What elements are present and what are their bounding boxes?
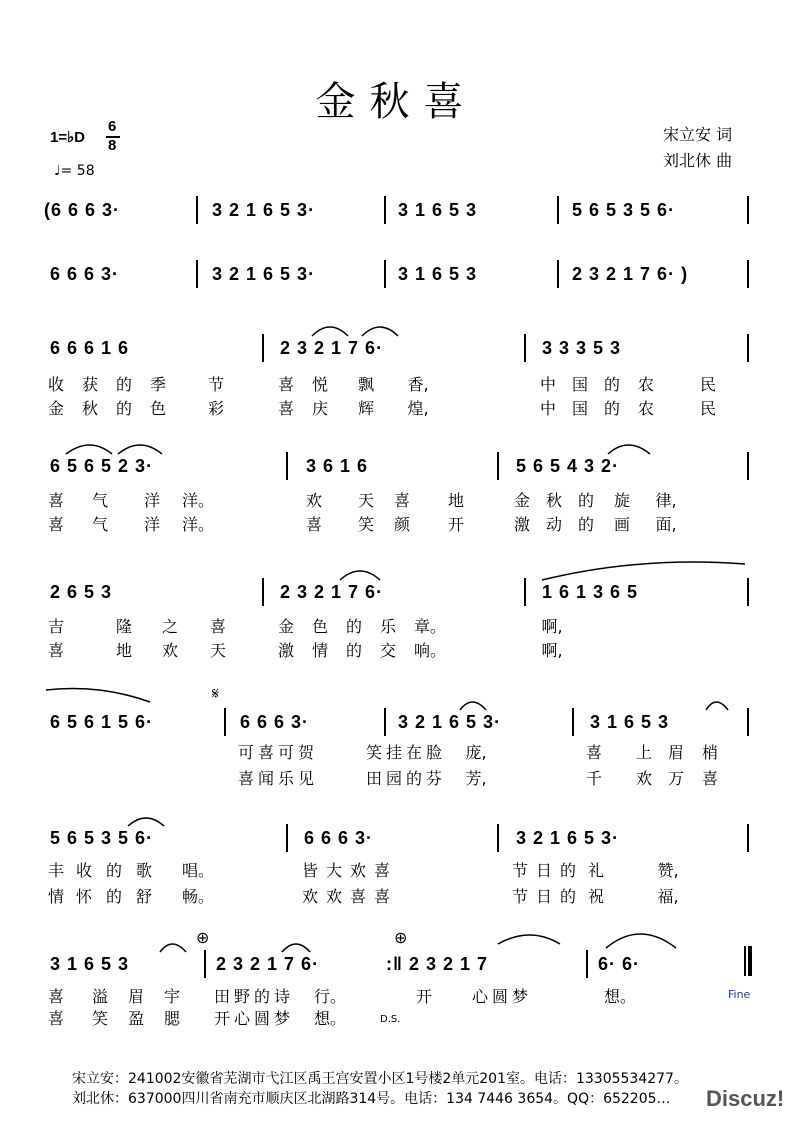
lyric-char: 上 (635, 743, 652, 762)
lyric-char: 吉 (47, 617, 64, 636)
bar-line (747, 260, 749, 288)
lyric-char: 喜 (701, 769, 718, 788)
lyric-char: 香, (407, 375, 429, 394)
lyric-char: 洋 (143, 515, 160, 534)
measure: 6 6 6 3· (304, 828, 374, 848)
bar-line (747, 578, 749, 606)
key-signature: 1=♭D (50, 129, 86, 146)
lyric-char: 的 (105, 887, 122, 906)
lyric-char: 日 (535, 887, 552, 906)
lyric-char: 脸 (425, 743, 442, 762)
lyric-char: 的 (405, 769, 422, 788)
lyric-char: 喜 (373, 887, 390, 906)
lyric-char: 喜 (373, 861, 390, 880)
measure: (6 6 6 3· (44, 200, 121, 220)
lyric-char: 国 (571, 399, 588, 418)
lyric-char: 梢 (701, 743, 718, 762)
lyric-char: 园 (385, 769, 402, 788)
lyric-char: 乐 (277, 769, 294, 788)
bar-line (204, 950, 206, 978)
lyric-char: 想。 (313, 1009, 346, 1028)
lyric-char: 天 (357, 491, 374, 510)
lyric-char: 啊, (541, 641, 563, 660)
lyric-char: 腮 (163, 1009, 180, 1028)
lyric-char: 的 (603, 375, 620, 394)
lyric-char: 赞, (657, 861, 679, 880)
song-title: 金秋喜 (315, 79, 478, 125)
lyric-char: 喜 (393, 491, 410, 510)
lyric-char: 洋 (143, 491, 160, 510)
lyric-char: 响。 (413, 641, 446, 660)
final-bar-thick (748, 946, 752, 976)
measure: 3 2 1 6 5 3· (212, 264, 316, 284)
lyric-char: 农 (637, 399, 654, 418)
lyric-char: 气 (91, 515, 108, 534)
lyric-char: 金 (513, 491, 530, 510)
lyric-char: 田 (365, 769, 382, 788)
lyric-char: 可 (277, 743, 294, 762)
bar-line (497, 824, 499, 852)
measure: 3 3 3 5 3 (542, 338, 622, 358)
lyric-char: 千 (585, 769, 602, 788)
lyric-char: 的 (577, 515, 594, 534)
lyric-char: 农 (637, 375, 654, 394)
bar-line (384, 260, 386, 288)
measure: 3 2 1 6 5 3· (398, 712, 502, 732)
bar-line (747, 824, 749, 852)
measure: 3 1 6 5 3 (50, 954, 130, 974)
phrase-slur (128, 818, 164, 826)
measure: 6 6 6 3· (240, 712, 310, 732)
lyric-char: 中 (539, 399, 556, 418)
lyric-char: 的 (603, 399, 620, 418)
lyric-char: 喜 (277, 399, 294, 418)
lyric-char: 芬 (425, 769, 442, 788)
lyric-char: 节 (511, 861, 528, 880)
lyric-char: 闻 (257, 769, 274, 788)
lyric-char: 梦 (273, 1009, 290, 1028)
composer-credit: 刘北休 曲 (663, 151, 733, 170)
lyric-char: 欢 (325, 887, 342, 906)
lyric-char: 喜 (277, 375, 294, 394)
phrase-slur (66, 445, 112, 454)
bar-line (747, 708, 749, 736)
lyric-char: 节 (511, 887, 528, 906)
lyric-char: 笑 (357, 515, 374, 534)
lyric-char: 见 (297, 769, 314, 788)
phrase-slur (460, 702, 486, 710)
lyric-char: 啊, (541, 617, 563, 636)
lyric-char: 歌 (135, 861, 152, 880)
lyric-char: 舒 (135, 887, 152, 906)
phrase-slur (542, 562, 745, 580)
lyric-char: 怀 (75, 887, 92, 906)
coda-sign: ⊕ (394, 928, 408, 947)
measure: 3 2 1 6 5 3· (516, 828, 620, 848)
lyric-char: 旋 (613, 491, 630, 510)
measure: 1 6 1 3 6 5 (542, 582, 639, 602)
lyric-char: 皆 (301, 861, 318, 880)
lyric-char: 国 (571, 375, 588, 394)
bar-line (557, 260, 559, 288)
bar-line (572, 708, 574, 736)
lyric-char: 畅。 (181, 887, 214, 906)
bar-line (196, 196, 198, 224)
bar-line (586, 950, 588, 978)
phrase-slur (608, 445, 650, 454)
lyric-char: 的 (105, 861, 122, 880)
lyric-char: 欢 (305, 491, 322, 510)
lyric-char: 金 (47, 399, 64, 418)
measure: 6 6 6 1 6 (50, 338, 130, 358)
phrase-slur (340, 571, 380, 580)
lyric-char: 野 (233, 987, 250, 1006)
tempo-mark: ♩= 58 (54, 163, 95, 179)
lyric-char: 彩 (207, 399, 224, 418)
lyric-char: 的 (345, 617, 362, 636)
lyric-char: 喜 (47, 1009, 64, 1028)
lyric-char: 的 (115, 399, 132, 418)
lyric-char: 乐 (379, 617, 396, 636)
phrase-slur (606, 934, 676, 948)
lyric-char: 欢 (349, 861, 366, 880)
lyric-char: 欢 (301, 887, 318, 906)
lyric-char: 气 (91, 491, 108, 510)
lyric-char: 情 (47, 887, 64, 906)
lyric-char: 之 (161, 617, 178, 636)
measure: 6 5 6 1 5 6· (50, 712, 154, 732)
measure: 2 3 2 1 7 6· ) (572, 264, 689, 284)
measure: 5 6 5 4 3 2· (516, 456, 620, 476)
lyric-char: 眉 (127, 987, 144, 1006)
lyric-char: 在 (405, 743, 422, 762)
contact-line-lyricist: 宋立安：241002安徽省芜湖市弋江区禹王宫安置小区1号楼2单元201室。电话：13305534277。 (72, 1071, 688, 1087)
lyric-char: 溢 (91, 987, 108, 1006)
lyric-char: 洋。 (181, 491, 214, 510)
measure: 6· 6· (598, 954, 641, 974)
fine-mark: Fine (728, 988, 751, 1001)
lyric-char: 贺 (297, 743, 314, 762)
measure: 3 1 6 5 3 (398, 200, 478, 220)
lyric-char: 喜 (47, 515, 64, 534)
watermark: Discuz! (706, 1086, 785, 1111)
bar-line (262, 578, 264, 606)
lyric-char: 宇 (163, 987, 180, 1006)
lyric-char: 诗 (273, 987, 290, 1006)
measure: 6 6 6 3· (50, 264, 120, 284)
lyric-char: 悦 (311, 375, 328, 394)
lyric-char: 万 (667, 769, 684, 788)
lyric-char: 民 (699, 399, 716, 418)
phrase-slur (118, 445, 162, 454)
measure: 3 1 6 5 3 (398, 264, 478, 284)
bar-line (384, 196, 386, 224)
bar-line (286, 824, 288, 852)
lyric-char: 隆 (115, 617, 132, 636)
lyric-char: 辉 (357, 399, 374, 418)
lyric-char: 丰 (47, 861, 64, 880)
lyric-char: 动 (545, 515, 562, 534)
lyric-char: 日 (535, 861, 552, 880)
lyric-char: 欢 (161, 641, 178, 660)
lyric-char: 心 (233, 1009, 250, 1028)
lyric-char: 开 (447, 515, 464, 534)
lyric-char: 地 (447, 491, 464, 510)
lyric-char: 眉 (667, 743, 684, 762)
lyric-char: 圆 (253, 1009, 270, 1028)
bar-line (384, 708, 386, 736)
lyric-char: 庆 (311, 399, 328, 418)
contact-line-composer: 刘北休：637000四川省南充市顺庆区北湖路314号。电话：134 7446 3654。QQ：652205… (72, 1091, 671, 1107)
lyric-char: 笑 (365, 743, 382, 762)
bar-line (262, 334, 264, 362)
lyric-char: 煌, (407, 399, 429, 418)
lyric-char: 笑 (91, 1009, 108, 1028)
lyric-char: 心 (471, 987, 488, 1006)
bar-line (524, 578, 526, 606)
lyric-char: 喜 (237, 769, 254, 788)
time-signature-top: 6 (108, 118, 117, 135)
phrase-slur (46, 689, 150, 703)
phrase-slur (706, 702, 728, 710)
lyric-char: 色 (149, 399, 166, 418)
lyric-char: 可 (237, 743, 254, 762)
lyric-char: 收 (75, 861, 92, 880)
bar-line (747, 196, 749, 224)
time-signature-bottom: 8 (108, 137, 117, 154)
measure: 2 6 5 3 (50, 582, 113, 602)
lyric-char: 节 (207, 375, 224, 394)
lyric-char: 情 (311, 641, 328, 660)
lyric-char: 飘 (357, 375, 374, 394)
da-segno-mark: D.S. (380, 1014, 401, 1025)
lyric-char: 激 (513, 515, 530, 534)
lyric-char: 喜 (305, 515, 322, 534)
lyric-char: 章。 (413, 617, 446, 636)
measure: 2 3 2 1 7 6· (280, 582, 384, 602)
measure: 3 1 6 5 3 (590, 712, 670, 732)
lyric-char: 颜 (393, 515, 410, 534)
phrase-slur (362, 327, 398, 336)
lyric-char: 盈 (127, 1009, 144, 1028)
lyric-char: 的 (559, 861, 576, 880)
bar-line (286, 452, 288, 480)
lyric-char: 唱。 (181, 861, 214, 880)
lyric-char: 喜 (47, 491, 64, 510)
lyric-char: 欢 (635, 769, 652, 788)
bar-line (497, 452, 499, 480)
lyric-char: 的 (559, 887, 576, 906)
lyric-char: 地 (115, 641, 132, 660)
measure: 5 6 5 3 5 6· (572, 200, 676, 220)
lyric-char: 祝 (587, 887, 604, 906)
lyric-char: 获 (81, 375, 98, 394)
lyric-char: 喜 (47, 987, 64, 1006)
lyric-char: 喜 (585, 743, 602, 762)
lyric-char: 喜 (257, 743, 274, 762)
lyric-char: 梦 (511, 987, 528, 1006)
lyric-char: 芳, (465, 769, 487, 788)
coda-sign: ⊕ (196, 928, 210, 947)
bar-line (747, 334, 749, 362)
lyric-char: 的 (253, 987, 270, 1006)
lyric-char: 大 (325, 861, 342, 880)
bar-line (557, 196, 559, 224)
lyricist-credit: 宋立安 词 (663, 125, 733, 144)
final-bar-thin (744, 946, 746, 976)
lyric-char: 行。 (313, 987, 346, 1006)
segno-sign: 𝄋 (212, 684, 219, 703)
lyric-char: 喜 (349, 887, 366, 906)
lyric-char: 礼 (587, 861, 604, 880)
lyric-char: 激 (277, 641, 294, 660)
bar-line (224, 708, 226, 736)
measure: 3 2 1 6 5 3· (212, 200, 316, 220)
lyric-char: 色 (311, 617, 328, 636)
lyric-char: 律, (655, 491, 677, 510)
measure: 6 5 6 5 2 3· (50, 456, 154, 476)
lyric-char: 的 (345, 641, 362, 660)
lyric-char: 庞, (465, 743, 487, 762)
lyric-char: 田 (213, 987, 230, 1006)
lyric-char: 圆 (491, 987, 508, 1006)
lyric-char: 天 (209, 641, 226, 660)
lyric-char: 的 (577, 491, 594, 510)
lyric-char: 洋。 (181, 515, 214, 534)
phrase-slur (160, 944, 186, 952)
lyric-char: 交 (379, 641, 396, 660)
lyric-char: 民 (699, 375, 716, 394)
measure: :‖ 2 3 2 1 7 (386, 954, 489, 974)
lyric-char: 开 (415, 987, 432, 1006)
measure: 2 3 2 1 7 6· (280, 338, 384, 358)
lyric-char: 喜 (209, 617, 226, 636)
bar-line (747, 452, 749, 480)
lyric-char: 中 (539, 375, 556, 394)
lyric-char: 秋 (81, 399, 98, 418)
bar-line (524, 334, 526, 362)
lyric-char: 福, (657, 887, 679, 906)
lyric-char: 秋 (545, 491, 562, 510)
bar-line (196, 260, 198, 288)
measure: 5 6 5 3 5 6· (50, 828, 154, 848)
measure: 2 3 2 1 7 6· (216, 954, 320, 974)
lyric-char: 季 (149, 375, 166, 394)
measure: 3 6 1 6 (306, 456, 369, 476)
phrase-slur (282, 944, 310, 952)
phrase-slur (312, 327, 348, 336)
lyric-char: 收 (47, 375, 64, 394)
lyric-char: 金 (277, 617, 294, 636)
lyric-char: 的 (115, 375, 132, 394)
phrase-slur (498, 935, 560, 944)
lyric-char: 面, (655, 515, 677, 534)
lyric-char: 画 (613, 515, 630, 534)
lyric-char: 开 (213, 1009, 230, 1028)
lyric-char: 喜 (47, 641, 64, 660)
lyric-char: 挂 (385, 743, 402, 762)
lyric-char: 想。 (603, 987, 636, 1006)
